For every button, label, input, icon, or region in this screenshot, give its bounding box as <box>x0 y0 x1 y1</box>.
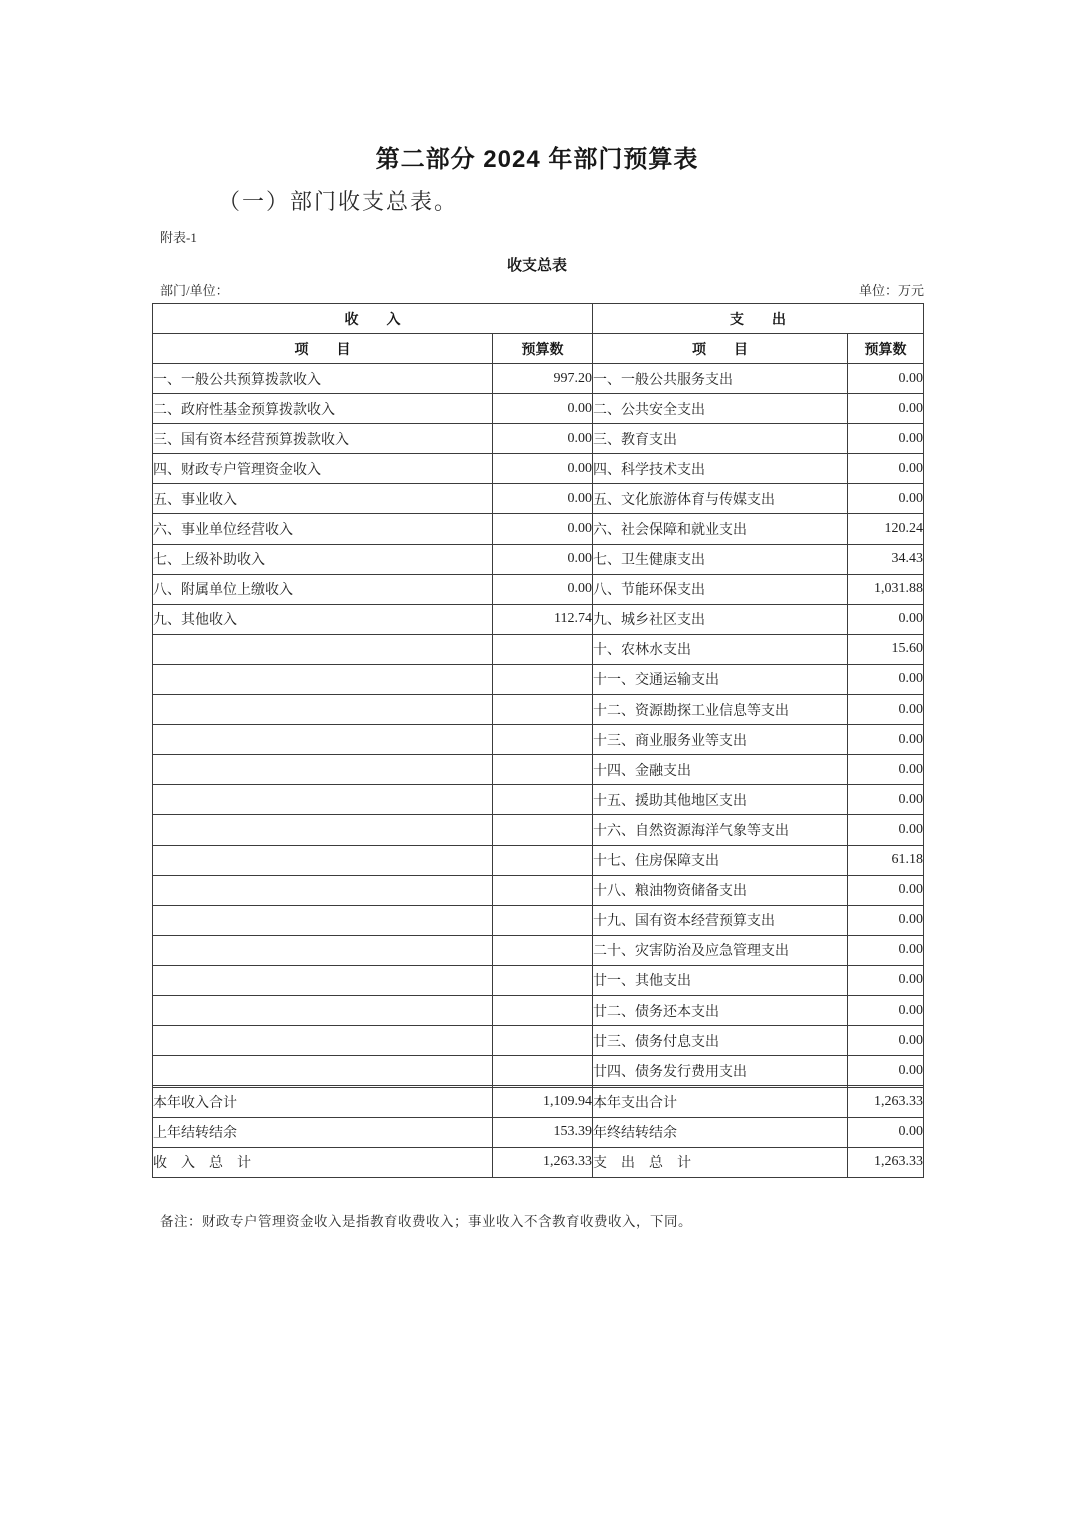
income-item-cell: 一、一般公共预算拨款收入 <box>153 364 493 394</box>
income-amount-cell <box>493 695 593 725</box>
income-item-cell: 七、上级补助收入 <box>153 544 493 574</box>
expense-item-cell: 廿一、其他支出 <box>593 965 848 995</box>
expense-amount-cell: 1,031.88 <box>848 574 924 604</box>
table-body <box>153 364 924 1178</box>
expense-amount-cell: 0.00 <box>848 785 924 815</box>
income-item-cell <box>153 725 493 755</box>
income-item-header: 项 目 <box>153 334 493 364</box>
expense-item-cell: 廿四、债务发行费用支出 <box>593 1056 848 1086</box>
income-amount-cell: 0.00 <box>493 514 593 544</box>
expense-amount-cell: 1,263.33 <box>848 1087 924 1117</box>
table-row <box>153 965 924 995</box>
expense-item-cell: 年终结转结余 <box>593 1117 848 1147</box>
table-row <box>153 785 924 815</box>
table-row <box>153 1026 924 1056</box>
table-header-row-1 <box>153 304 924 334</box>
table-row <box>153 875 924 905</box>
income-amount-cell: 0.00 <box>493 454 593 484</box>
budget-table <box>152 303 924 1178</box>
income-item-cell <box>153 965 493 995</box>
table-row <box>153 815 924 845</box>
income-item-cell <box>153 905 493 935</box>
income-amount-cell: 112.74 <box>493 604 593 634</box>
income-item-cell <box>153 815 493 845</box>
income-item-cell: 本年收入合计 <box>153 1087 493 1117</box>
expense-item-cell: 十五、援助其他地区支出 <box>593 785 848 815</box>
expense-amount-cell: 0.00 <box>848 905 924 935</box>
income-amount-cell: 0.00 <box>493 544 593 574</box>
table-header-row-2 <box>153 334 924 364</box>
table-title: 收支总表 <box>506 257 567 274</box>
income-item-cell: 九、其他收入 <box>153 604 493 634</box>
income-amount-cell <box>493 995 593 1025</box>
table-row <box>153 1147 924 1177</box>
income-item-cell <box>153 634 493 664</box>
table-row <box>153 845 924 875</box>
income-amount-cell <box>493 965 593 995</box>
income-item-cell: 收 入 总 计 <box>153 1147 493 1177</box>
income-item-cell <box>153 845 493 875</box>
expense-amount-cell: 0.00 <box>848 424 924 454</box>
expense-item-cell: 九、城乡社区支出 <box>593 604 848 634</box>
expense-item-cell: 四、科学技术支出 <box>593 454 848 484</box>
table-row <box>153 905 924 935</box>
income-item-cell <box>153 755 493 785</box>
income-amount-cell: 0.00 <box>493 424 593 454</box>
table-row <box>153 1117 924 1147</box>
income-amount-cell: 0.00 <box>493 484 593 514</box>
table-row <box>153 1087 924 1117</box>
table-row <box>153 604 924 634</box>
income-amount-cell: 1,263.33 <box>493 1147 593 1177</box>
table-row <box>153 364 924 394</box>
expense-item-cell: 十一、交通运输支出 <box>593 664 848 694</box>
expense-amount-cell: 15.60 <box>848 634 924 664</box>
table-row <box>153 995 924 1025</box>
expense-item-cell: 二、公共安全支出 <box>593 394 848 424</box>
meta-line <box>160 280 924 299</box>
expense-item-cell: 廿三、债务付息支出 <box>593 1026 848 1056</box>
table-row <box>153 935 924 965</box>
expense-amount-cell: 0.00 <box>848 935 924 965</box>
income-item-cell <box>153 1026 493 1056</box>
expense-item-cell: 十三、商业服务业等支出 <box>593 725 848 755</box>
income-amount-cell <box>493 785 593 815</box>
page-title: 第二部分 2024 年部门预算表 <box>375 146 699 173</box>
income-amount-cell <box>493 1026 593 1056</box>
expense-amount-cell: 0.00 <box>848 604 924 634</box>
income-amount-cell: 153.39 <box>493 1117 593 1147</box>
income-amount-cell: 1,109.94 <box>493 1087 593 1117</box>
expense-item-cell: 六、社会保障和就业支出 <box>593 514 848 544</box>
expense-item-cell: 五、文化旅游体育与传媒支出 <box>593 484 848 514</box>
expense-amount-cell: 1,263.33 <box>848 1147 924 1177</box>
table-row <box>153 725 924 755</box>
income-item-cell <box>153 785 493 815</box>
table-row <box>153 755 924 785</box>
expense-amount-cell: 61.18 <box>848 845 924 875</box>
expense-amount-cell: 0.00 <box>848 664 924 694</box>
expense-item-cell: 十、农林水支出 <box>593 634 848 664</box>
expense-amount-cell: 0.00 <box>848 484 924 514</box>
note-text: 备注：财政专户管理资金收入是指教育收费收入；事业收入不含教育收费收入，下同。 <box>160 1214 692 1229</box>
income-amount-cell <box>493 1056 593 1086</box>
expense-amount-cell: 34.43 <box>848 544 924 574</box>
table-row <box>153 544 924 574</box>
table-row <box>153 574 924 604</box>
income-item-cell: 三、国有资本经营预算拨款收入 <box>153 424 493 454</box>
expense-item-cell: 支 出 总 计 <box>593 1147 848 1177</box>
expense-amount-cell: 0.00 <box>848 815 924 845</box>
table-row <box>153 514 924 544</box>
attachment-label: 附表-1 <box>160 230 197 245</box>
table-row <box>153 695 924 725</box>
table-row <box>153 1056 924 1086</box>
expense-item-header: 项 目 <box>593 334 848 364</box>
table-row <box>153 484 924 514</box>
expense-amount-cell: 0.00 <box>848 875 924 905</box>
income-amount-cell: 997.20 <box>493 364 593 394</box>
expense-amount-cell: 0.00 <box>848 1056 924 1086</box>
expense-item-cell: 三、教育支出 <box>593 424 848 454</box>
table-row <box>153 394 924 424</box>
expense-amount-cell: 0.00 <box>848 1026 924 1056</box>
unit-label: 单位：万元 <box>858 283 924 298</box>
income-amount-cell <box>493 634 593 664</box>
income-amount-cell <box>493 845 593 875</box>
income-item-cell <box>153 995 493 1025</box>
income-item-cell: 八、附属单位上缴收入 <box>153 574 493 604</box>
table-row <box>153 664 924 694</box>
expense-item-cell: 十九、国有资本经营预算支出 <box>593 905 848 935</box>
expense-item-cell: 十八、粮油物资储备支出 <box>593 875 848 905</box>
income-amount-cell <box>493 664 593 694</box>
expense-item-cell: 本年支出合计 <box>593 1087 848 1117</box>
income-amount-header: 预算数 <box>493 334 593 364</box>
expense-amount-cell: 0.00 <box>848 695 924 725</box>
income-item-cell: 五、事业收入 <box>153 484 493 514</box>
section-subtitle: （一）部门收支总表。 <box>218 189 459 214</box>
table-row <box>153 424 924 454</box>
income-header: 收 入 <box>153 304 593 334</box>
expense-item-cell: 八、节能环保支出 <box>593 574 848 604</box>
expense-amount-cell: 0.00 <box>848 965 924 995</box>
expense-amount-cell: 0.00 <box>848 394 924 424</box>
table-row <box>153 634 924 664</box>
expense-amount-cell: 0.00 <box>848 454 924 484</box>
income-amount-cell: 0.00 <box>493 394 593 424</box>
expense-item-cell: 十六、自然资源海洋气象等支出 <box>593 815 848 845</box>
table-row <box>153 454 924 484</box>
expense-amount-header: 预算数 <box>848 334 924 364</box>
expense-amount-cell: 0.00 <box>848 755 924 785</box>
income-amount-cell <box>493 875 593 905</box>
income-item-cell: 六、事业单位经营收入 <box>153 514 493 544</box>
expense-item-cell: 廿二、债务还本支出 <box>593 995 848 1025</box>
expense-amount-cell: 120.24 <box>848 514 924 544</box>
expense-header: 支 出 <box>593 304 924 334</box>
income-amount-cell <box>493 725 593 755</box>
expense-item-cell: 十四、金融支出 <box>593 755 848 785</box>
income-amount-cell: 0.00 <box>493 574 593 604</box>
income-item-cell: 四、财政专户管理资金收入 <box>153 454 493 484</box>
expense-item-cell: 十七、住房保障支出 <box>593 845 848 875</box>
expense-amount-cell: 0.00 <box>848 1117 924 1147</box>
income-item-cell <box>153 1056 493 1086</box>
income-item-cell <box>153 695 493 725</box>
expense-item-cell: 十二、资源勘探工业信息等支出 <box>593 695 848 725</box>
income-item-cell: 上年结转结余 <box>153 1117 493 1147</box>
income-amount-cell <box>493 935 593 965</box>
income-item-cell <box>153 935 493 965</box>
income-amount-cell <box>493 815 593 845</box>
expense-amount-cell: 0.00 <box>848 995 924 1025</box>
income-amount-cell <box>493 755 593 785</box>
income-item-cell <box>153 875 493 905</box>
dept-unit-label: 部门/单位： <box>160 283 229 298</box>
expense-item-cell: 二十、灾害防治及应急管理支出 <box>593 935 848 965</box>
expense-amount-cell: 0.00 <box>848 725 924 755</box>
expense-item-cell: 一、一般公共服务支出 <box>593 364 848 394</box>
income-amount-cell <box>493 905 593 935</box>
income-item-cell: 二、政府性基金预算拨款收入 <box>153 394 493 424</box>
income-item-cell <box>153 664 493 694</box>
expense-item-cell: 七、卫生健康支出 <box>593 544 848 574</box>
expense-amount-cell: 0.00 <box>848 364 924 394</box>
